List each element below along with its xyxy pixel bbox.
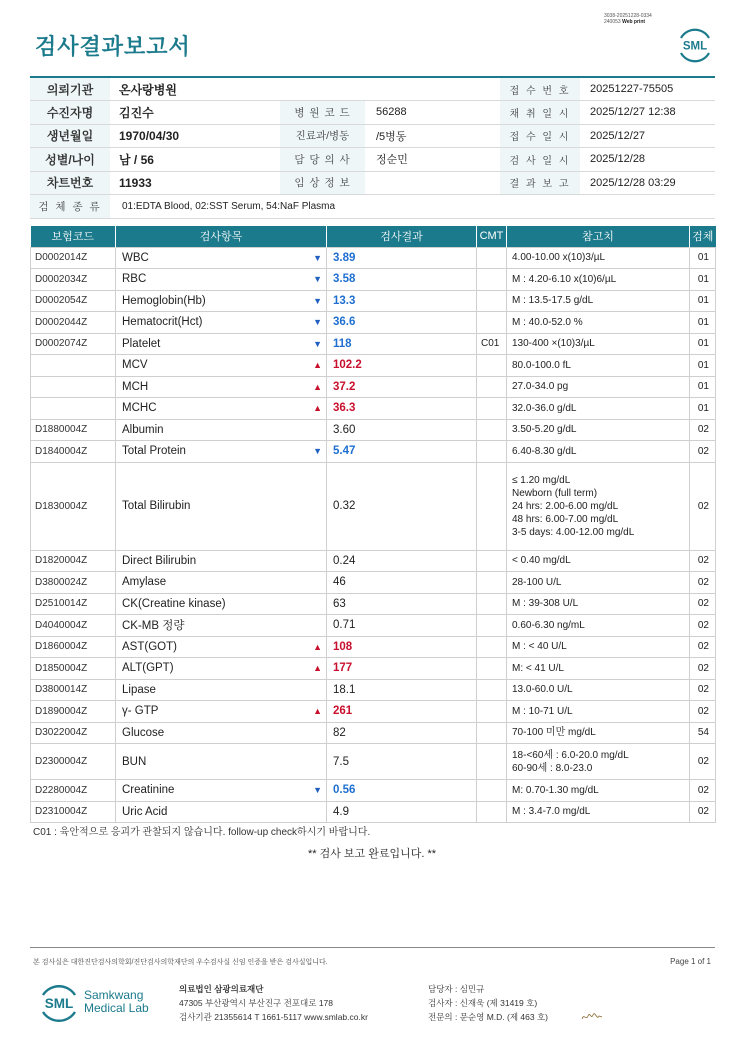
test-name-cell — [116, 801, 327, 823]
sml-logo — [676, 26, 714, 64]
clinical-info-label: 임 상 정 보 — [280, 171, 365, 195]
cmt-cell — [477, 701, 507, 723]
cmt-cell — [477, 658, 507, 680]
specimen-code-cell: 01 — [690, 290, 716, 312]
insurance-code-cell: D3022004Z — [31, 722, 116, 744]
cmt-cell — [477, 312, 507, 334]
specimen-code-cell: 02 — [690, 419, 716, 441]
result-value-cell: 13.3 — [327, 290, 477, 312]
collect-date-value: 2025/12/27 12:38 — [580, 101, 715, 125]
specimen-code-cell: 02 — [690, 679, 716, 701]
document-id-line2: 240053 Web print — [604, 19, 646, 25]
reference-range-cell: 70-100 미만 mg/dL — [507, 722, 690, 744]
result-value-cell: 63 — [327, 593, 477, 615]
result-value-cell: 108 — [327, 636, 477, 658]
insurance-code-cell: D2310004Z — [31, 801, 116, 823]
high-flag-icon: ▲ — [313, 381, 322, 392]
table-row — [31, 744, 716, 780]
sml-logo-text: SML — [682, 40, 708, 53]
test-name-cell — [116, 441, 327, 463]
test-name-cell — [116, 312, 327, 334]
test-name: Platelet — [122, 337, 161, 350]
company-name — [84, 989, 149, 1015]
cmt-cell — [477, 801, 507, 823]
test-name-cell — [116, 290, 327, 312]
specimen-code-cell: 01 — [690, 376, 716, 398]
result-value-cell: 46 — [327, 572, 477, 594]
chart-no-label: 차트번호 — [30, 171, 110, 195]
specimen-code-cell: 02 — [690, 441, 716, 463]
certification-text: 본 검사실은 대한진단검사의학회/진단검사의학재단의 우수검사실 신임 인증을 받은 검사실입니다. — [33, 959, 328, 966]
specimen-code-cell: 01 — [690, 269, 716, 291]
insurance-code-cell: D0002054Z — [31, 290, 116, 312]
organization-address: 47305 부산광역시 부산진구 전포대로 178 — [179, 998, 334, 1008]
test-name-cell — [116, 355, 327, 377]
info-row — [30, 195, 715, 219]
test-name-cell — [116, 636, 327, 658]
insurance-code-cell: D0002074Z — [31, 333, 116, 355]
test-name: Hematocrit(Hct) — [122, 316, 203, 329]
insurance-code-cell: D1860004Z — [31, 636, 116, 658]
reference-range-cell: M : 13.5-17.5 g/dL — [507, 290, 690, 312]
insurance-code-cell: D3800014Z — [31, 679, 116, 701]
specimen-code-cell: 02 — [690, 801, 716, 823]
insurance-code-cell: D0002014Z — [31, 247, 116, 269]
test-name: WBC — [122, 251, 149, 264]
reference-range-cell: 32.0-36.0 g/dL — [507, 398, 690, 420]
insurance-code-cell: D1880004Z — [31, 419, 116, 441]
cmt-cell — [477, 636, 507, 658]
test-name-cell — [116, 419, 327, 441]
clinical-info-value — [365, 171, 500, 195]
test-name: Lipase — [122, 683, 156, 696]
dob-label: 생년월일 — [30, 124, 110, 148]
staff-tester: 검사자 : 신재욱 (제 31419 호) — [428, 998, 538, 1008]
organization-name: 의료법인 삼광의료재단 — [179, 984, 264, 994]
cmt-cell — [477, 398, 507, 420]
test-name-cell — [116, 744, 327, 780]
cmt-cell — [477, 722, 507, 744]
high-flag-icon: ▲ — [313, 360, 322, 371]
insurance-code-cell: D4040004Z — [31, 615, 116, 637]
reference-range-cell: < 0.40 mg/dL — [507, 550, 690, 572]
receipt-date-value: 2025/12/27 — [580, 124, 715, 148]
info-row — [30, 148, 715, 172]
insurance-code-cell: D1840004Z — [31, 441, 116, 463]
staff-info — [428, 982, 548, 1024]
cmt-cell — [477, 744, 507, 780]
specimen-code-cell: 02 — [690, 615, 716, 637]
samkwang-logo — [37, 981, 81, 1025]
table-row — [31, 550, 716, 572]
test-name-cell — [116, 462, 327, 550]
test-name: Direct Bilirubin — [122, 554, 197, 567]
insurance-code-cell: D2300004Z — [31, 744, 116, 780]
table-row — [31, 722, 716, 744]
test-name: AST(GOT) — [122, 640, 177, 653]
dob-value: 1970/04/30 — [110, 124, 280, 148]
table-row — [31, 780, 716, 802]
insurance-code-cell — [31, 398, 116, 420]
test-name: Creatinine — [122, 784, 175, 797]
high-flag-icon: ▲ — [313, 706, 322, 717]
specimen-code-cell: 02 — [690, 593, 716, 615]
specimen-code-cell: 54 — [690, 722, 716, 744]
low-flag-icon: ▼ — [313, 274, 322, 285]
page-number: Page 1 of 1 — [670, 957, 711, 966]
test-name: Hemoglobin(Hb) — [122, 294, 206, 307]
organization-contact: 검사기관 21355614 T 1661-5117 www.smlab.co.kr — [179, 1012, 368, 1022]
header-reference: 참고치 — [507, 226, 690, 247]
cmt-cell — [477, 290, 507, 312]
cmt-cell — [477, 780, 507, 802]
results-body — [31, 247, 716, 823]
result-value-cell: 3.58 — [327, 269, 477, 291]
insurance-code-cell — [31, 355, 116, 377]
test-name: Total Bilirubin — [122, 500, 191, 512]
cmt-cell — [477, 419, 507, 441]
test-name: MCHC — [122, 402, 157, 415]
specimen-code-cell: 02 — [690, 658, 716, 680]
insurance-code-cell: D0002034Z — [31, 269, 116, 291]
test-name: Amylase — [122, 576, 167, 589]
insurance-code-cell: D1830004Z — [31, 462, 116, 550]
test-name: Glucose — [122, 726, 165, 739]
insurance-code-cell: D1890004Z — [31, 701, 116, 723]
document-id-line1: 3038-20251228-0334 — [604, 13, 652, 19]
test-name: Total Protein — [122, 445, 186, 458]
specimen-code-cell: 01 — [690, 398, 716, 420]
test-name-cell — [116, 722, 327, 744]
reference-range-cell: M : 39-308 U/L — [507, 593, 690, 615]
hospital-code-value: 56288 — [365, 101, 500, 125]
test-date-label: 검 사 일 시 — [500, 148, 580, 172]
table-row — [31, 801, 716, 823]
cmt-cell — [477, 593, 507, 615]
reference-range-cell: M : < 40 U/L — [507, 636, 690, 658]
table-row — [31, 636, 716, 658]
test-name-cell — [116, 269, 327, 291]
dept-value: /5병동 — [365, 124, 500, 148]
patient-name-value: 김진수 — [110, 101, 280, 125]
reference-range-cell: 130-400 ×(10)3/µL — [507, 333, 690, 355]
test-name: MCH — [122, 380, 149, 393]
header-code: 보험코드 — [31, 226, 116, 247]
reference-range-cell: M : 3.4-7.0 mg/dL — [507, 801, 690, 823]
table-row — [31, 701, 716, 723]
specimen-code-cell: 01 — [690, 312, 716, 334]
company-name-line1: Samkwang — [84, 988, 144, 1002]
table-row — [31, 290, 716, 312]
table-row — [31, 355, 716, 377]
cmt-cell — [477, 247, 507, 269]
reference-range-cell: M : 10-71 U/L — [507, 701, 690, 723]
result-value-cell: 102.2 — [327, 355, 477, 377]
document-id — [604, 13, 652, 25]
cmt-cell — [477, 615, 507, 637]
dept-label: 진료과/병동 — [280, 124, 365, 148]
header-cmt: CMT — [477, 226, 507, 247]
info-row — [30, 171, 715, 195]
specialist-signature — [581, 1011, 603, 1025]
cmt-cell — [477, 376, 507, 398]
insurance-code-cell: D2280004Z — [31, 780, 116, 802]
reference-range-cell: 18-<60세 : 6.0-20.0 mg/dL 60-90세 : 8.0-23.0 — [507, 744, 690, 780]
reference-range-cell: 3.50-5.20 g/dL — [507, 419, 690, 441]
result-value-cell: 18.1 — [327, 679, 477, 701]
results-table — [30, 226, 716, 823]
test-name-cell — [116, 550, 327, 572]
cmt-cell — [477, 462, 507, 550]
table-row — [31, 658, 716, 680]
doctor-label: 담 당 의 사 — [280, 148, 365, 172]
test-name-cell — [116, 658, 327, 680]
table-row — [31, 679, 716, 701]
test-name-cell — [116, 701, 327, 723]
report-complete-text: ** 검사 보고 완료입니다. ** — [307, 848, 437, 860]
staff-manager: 담당자 : 심민규 — [428, 984, 485, 994]
reference-range-cell: 0.60-6.30 ng/mL — [507, 615, 690, 637]
result-value-cell: 36.6 — [327, 312, 477, 334]
low-flag-icon: ▼ — [313, 338, 322, 349]
test-date-value: 2025/12/28 — [580, 148, 715, 172]
sex-age-value: 남 / 56 — [110, 148, 280, 172]
table-row — [31, 419, 716, 441]
reference-range-cell: 27.0-34.0 pg — [507, 376, 690, 398]
result-value-cell: 261 — [327, 701, 477, 723]
high-flag-icon: ▲ — [313, 403, 322, 414]
specimen-code-cell: 02 — [690, 744, 716, 780]
reference-range-cell: M: < 41 U/L — [507, 658, 690, 680]
collect-date-label: 채 취 일 시 — [500, 101, 580, 125]
specimen-code-cell: 02 — [690, 550, 716, 572]
result-value-cell: 4.9 — [327, 801, 477, 823]
insurance-code-cell: D1850004Z — [31, 658, 116, 680]
result-value-cell: 0.71 — [327, 615, 477, 637]
hospital-value: 온사랑병원 — [110, 77, 280, 101]
table-row — [31, 376, 716, 398]
high-flag-icon: ▲ — [313, 663, 322, 674]
table-row — [31, 333, 716, 355]
cmt-cell — [477, 355, 507, 377]
specimen-code-cell: 02 — [690, 462, 716, 550]
high-flag-icon: ▲ — [313, 641, 322, 652]
organization-info — [179, 982, 368, 1024]
test-name-cell — [116, 333, 327, 355]
table-row — [31, 572, 716, 594]
doctor-value: 정순민 — [365, 148, 500, 172]
low-flag-icon: ▼ — [313, 446, 322, 457]
cmt-cell — [477, 441, 507, 463]
cmt-cell — [477, 550, 507, 572]
reference-range-cell: 80.0-100.0 fL — [507, 355, 690, 377]
footer-divider — [30, 947, 715, 948]
cmt-cell — [477, 572, 507, 594]
test-name: BUN — [122, 755, 147, 768]
reference-range-cell: 6.40-8.30 g/dL — [507, 441, 690, 463]
report-date-label: 결 과 보 고 — [500, 171, 580, 195]
result-value-cell: 3.89 — [327, 247, 477, 269]
reference-range-cell: M : 4.20-6.10 x(10)6/µL — [507, 269, 690, 291]
reference-range-cell: M : 40.0-52.0 % — [507, 312, 690, 334]
test-name-cell — [116, 572, 327, 594]
page-title: 검사결과보고서 — [35, 34, 191, 59]
patient-name-label: 수진자명 — [30, 101, 110, 125]
table-row — [31, 462, 716, 550]
info-row — [30, 124, 715, 148]
specimen-code-cell: 01 — [690, 247, 716, 269]
specimen-code-cell: 02 — [690, 636, 716, 658]
result-value-cell: 36.3 — [327, 398, 477, 420]
result-value-cell: 0.56 — [327, 780, 477, 802]
test-name: MCV — [122, 359, 148, 372]
specimen-code-cell: 02 — [690, 701, 716, 723]
specimen-code-cell: 01 — [690, 355, 716, 377]
reference-range-cell: ≤ 1.20 mg/dL Newborn (full term) 24 hrs: 2.00-6.00 mg/dL 48 hrs: 6.00-7.00 mg/dL 3-5 days: 4.00-12.00 mg/dL — [507, 462, 690, 550]
reference-range-cell: 4.00-10.00 x(10)3/µL — [507, 247, 690, 269]
test-name-cell — [116, 615, 327, 637]
test-name: ALT(GPT) — [122, 662, 174, 675]
header-result: 검사결과 — [327, 226, 477, 247]
cmt-cell — [477, 269, 507, 291]
low-flag-icon: ▼ — [313, 295, 322, 306]
table-row — [31, 441, 716, 463]
info-row — [30, 101, 715, 125]
test-name-cell — [116, 398, 327, 420]
insurance-code-cell: D3800024Z — [31, 572, 116, 594]
receipt-no-value: 20251227-75505 — [580, 77, 715, 101]
empty-cell — [280, 77, 500, 101]
signature-scribble — [581, 1011, 603, 1023]
insurance-code-cell: D1820004Z — [31, 550, 116, 572]
result-value-cell: 177 — [327, 658, 477, 680]
test-name: γ- GTP — [122, 705, 159, 718]
low-flag-icon: ▼ — [313, 785, 322, 796]
report-date-value: 2025/12/28 03:29 — [580, 171, 715, 195]
table-row — [31, 312, 716, 334]
specimen-code-cell: 01 — [690, 333, 716, 355]
table-row — [31, 615, 716, 637]
receipt-no-label: 접 수 번 호 — [500, 77, 580, 101]
low-flag-icon: ▼ — [313, 252, 322, 263]
test-name: CK-MB 정량 — [122, 620, 185, 633]
result-value-cell: 3.60 — [327, 419, 477, 441]
result-value-cell: 118 — [327, 333, 477, 355]
table-row — [31, 593, 716, 615]
test-name-cell — [116, 780, 327, 802]
info-row — [30, 77, 715, 101]
result-value-cell: 7.5 — [327, 744, 477, 780]
reference-range-cell: 28-100 U/L — [507, 572, 690, 594]
insurance-code-cell — [31, 376, 116, 398]
receipt-date-label: 접 수 일 시 — [500, 124, 580, 148]
test-name-cell — [116, 247, 327, 269]
patient-info-table — [30, 76, 715, 219]
comment-note: C01 : 육안적으로 응괴가 관찰되지 않습니다. follow-up check하시기 바랍니다. — [33, 827, 371, 838]
table-row — [31, 398, 716, 420]
cmt-cell: C01 — [477, 333, 507, 355]
table-row — [31, 269, 716, 291]
reference-range-cell: M: 0.70-1.30 mg/dL — [507, 780, 690, 802]
chart-no-value: 11933 — [110, 171, 280, 195]
test-name-cell — [116, 593, 327, 615]
staff-specialist: 전문의 : 문순영 M.D. (제 463 호) — [428, 1012, 549, 1022]
samkwang-logo-text: SML — [44, 996, 74, 1011]
header-test-name: 검사항목 — [116, 226, 327, 247]
test-name: RBC — [122, 273, 147, 286]
insurance-code-cell: D0002044Z — [31, 312, 116, 334]
sex-age-label: 성별/나이 — [30, 148, 110, 172]
result-value-cell: 82 — [327, 722, 477, 744]
specimen-label: 검 체 종 류 — [30, 195, 110, 219]
result-value-cell: 0.24 — [327, 550, 477, 572]
specimen-code-cell: 02 — [690, 572, 716, 594]
company-name-line2: Medical Lab — [84, 1001, 149, 1015]
hospital-label: 의뢰기관 — [30, 77, 110, 101]
insurance-code-cell: D2510014Z — [31, 593, 116, 615]
hospital-code-label: 병 원 코 드 — [280, 101, 365, 125]
results-header-row — [31, 226, 716, 247]
test-name-cell — [116, 679, 327, 701]
low-flag-icon: ▼ — [313, 317, 322, 328]
test-name: Albumin — [122, 423, 164, 436]
header-specimen: 검체 — [690, 226, 716, 247]
table-row — [31, 247, 716, 269]
cmt-cell — [477, 679, 507, 701]
test-name-cell — [116, 376, 327, 398]
reference-range-cell: 13.0-60.0 U/L — [507, 679, 690, 701]
test-name: CK(Creatine kinase) — [122, 597, 226, 610]
result-value-cell: 5.47 — [327, 441, 477, 463]
test-name: Uric Acid — [122, 805, 168, 818]
specimen-value: 01:EDTA Blood, 02:SST Serum, 54:NaF Plasma — [110, 195, 715, 219]
specimen-code-cell: 02 — [690, 780, 716, 802]
result-value-cell: 37.2 — [327, 376, 477, 398]
result-value-cell: 0.32 — [327, 462, 477, 550]
